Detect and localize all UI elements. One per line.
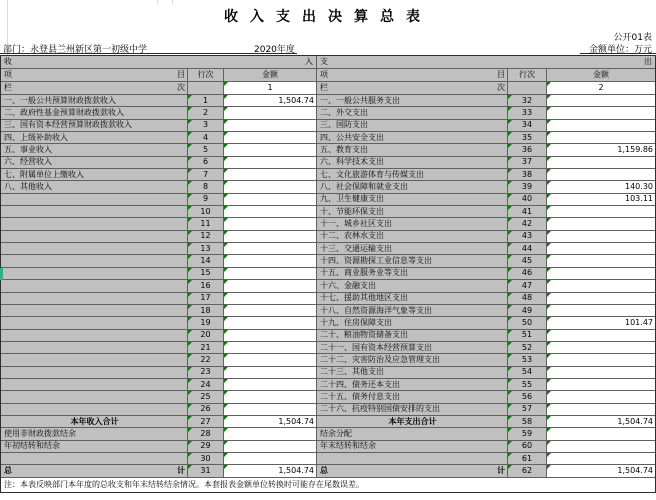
decision-summary-table xyxy=(0,55,656,493)
line-number-cell[interactable]: 25 xyxy=(188,391,224,402)
line-number-cell[interactable]: 55 xyxy=(508,379,547,390)
table-row xyxy=(317,441,655,453)
item-cell[interactable]: 二十一、国有资本经营预算支出 xyxy=(317,342,508,353)
column-header-row xyxy=(1,69,316,82)
line-number-cell[interactable]: 59 xyxy=(508,428,547,439)
table-row xyxy=(317,218,655,230)
amount-cell[interactable] xyxy=(547,441,655,452)
line-no-header-cell[interactable]: 行次 xyxy=(188,69,224,81)
item-cell[interactable]: 六、科学技术支出 xyxy=(317,157,508,168)
table-row xyxy=(317,231,655,243)
line-number-cell[interactable]: 17 xyxy=(188,293,224,304)
amount-cell[interactable] xyxy=(547,330,655,341)
table-row xyxy=(1,428,316,440)
item-cell[interactable] xyxy=(1,342,188,353)
table-row xyxy=(317,107,655,119)
column-index-cell[interactable]: 2 xyxy=(547,82,655,94)
line-number-cell[interactable]: 54 xyxy=(508,367,547,378)
line-number-cell[interactable]: 43 xyxy=(508,231,547,242)
line-number-cell[interactable]: 51 xyxy=(508,330,547,341)
item-cell[interactable]: 六、经营收入 xyxy=(1,157,188,168)
amount-cell[interactable] xyxy=(547,120,655,131)
line-number-cell[interactable]: 28 xyxy=(188,428,224,439)
table-row xyxy=(317,194,655,206)
line-number-cell[interactable]: 6 xyxy=(188,157,224,168)
item-cell[interactable] xyxy=(1,391,188,402)
amount-cell[interactable] xyxy=(224,181,316,192)
column-index-row xyxy=(317,82,655,95)
department-label: 部门：永登县兰州新区第一初级中学 xyxy=(3,45,148,55)
table-row xyxy=(317,206,655,218)
amount-cell[interactable] xyxy=(224,206,316,217)
table-row xyxy=(317,305,655,317)
line-number-cell[interactable]: 56 xyxy=(508,391,547,402)
item-cell[interactable] xyxy=(1,293,188,304)
item-cell[interactable]: 十四、资源勘探工业信息等支出 xyxy=(317,255,508,266)
table-row xyxy=(1,330,316,342)
table-row xyxy=(1,342,316,354)
item-cell[interactable]: 二十五、债务付息支出 xyxy=(317,391,508,402)
amount-cell[interactable] xyxy=(224,144,316,155)
line-number-cell[interactable]: 52 xyxy=(508,342,547,353)
item-cell[interactable]: 总 计 xyxy=(317,465,508,476)
line-number-cell[interactable]: 46 xyxy=(508,268,547,279)
amount-cell[interactable] xyxy=(547,206,655,217)
group-header-row xyxy=(317,56,655,69)
item-cell[interactable]: 五、教育支出 xyxy=(317,144,508,155)
line-number-cell[interactable]: 4 xyxy=(188,132,224,143)
line-no-header-cell[interactable]: 行次 xyxy=(508,69,547,81)
item-cell[interactable]: 十八、自然资源海洋气象等支出 xyxy=(317,305,508,316)
line-number-cell[interactable]: 13 xyxy=(188,243,224,254)
line-number-cell[interactable]: 29 xyxy=(188,441,224,452)
line-number-cell[interactable]: 48 xyxy=(508,293,547,304)
amount-cell[interactable] xyxy=(547,367,655,378)
amount-cell[interactable] xyxy=(224,107,316,118)
item-cell[interactable] xyxy=(1,268,188,279)
item-header-cell[interactable]: 项 目 xyxy=(1,69,188,81)
line-number-cell[interactable]: 5 xyxy=(188,144,224,155)
table-row xyxy=(1,107,316,119)
item-cell[interactable]: 七、文化旅游体育与传媒支出 xyxy=(317,169,508,180)
line-number-cell[interactable]: 35 xyxy=(508,132,547,143)
line-number-cell[interactable]: 42 xyxy=(508,218,547,229)
amount-cell[interactable] xyxy=(224,132,316,143)
table-row xyxy=(317,367,655,379)
amount-cell[interactable]: 101.47 xyxy=(547,317,655,328)
item-header-cell[interactable]: 项 目 xyxy=(317,69,508,81)
line-number-cell[interactable]: 30 xyxy=(188,453,224,464)
table-row xyxy=(1,391,316,403)
item-cell[interactable] xyxy=(1,280,188,291)
table-row xyxy=(317,465,655,477)
table-row xyxy=(317,404,655,416)
line-number-cell[interactable]: 27 xyxy=(188,416,224,427)
item-cell[interactable] xyxy=(1,367,188,378)
item-cell[interactable]: 十六、金融支出 xyxy=(317,280,508,291)
item-cell[interactable]: 年末结转和结余 xyxy=(317,441,508,452)
table-row xyxy=(1,441,316,453)
table-row xyxy=(317,354,655,366)
amount-cell[interactable] xyxy=(224,120,316,131)
table-row xyxy=(317,268,655,280)
table-row xyxy=(1,231,316,243)
line-number-cell[interactable]: 58 xyxy=(508,416,547,427)
table-row xyxy=(317,169,655,181)
line-number-cell[interactable]: 40 xyxy=(508,194,547,205)
amount-cell[interactable] xyxy=(224,268,316,279)
table-row xyxy=(1,453,316,465)
line-number-cell[interactable]: 2 xyxy=(188,107,224,118)
year-label: 2020年度 xyxy=(254,45,295,55)
amount-cell[interactable] xyxy=(547,404,655,415)
amount-cell[interactable] xyxy=(224,391,316,402)
lan-ci-cell[interactable]: 栏 次 xyxy=(317,82,508,94)
line-number-cell[interactable]: 57 xyxy=(508,404,547,415)
line-number-cell[interactable]: 14 xyxy=(188,255,224,266)
footnote: 注：本表反映部门本年度的总收支和年末结转结余情况。本套报表金额单位转换时可能存在尾数误差。 xyxy=(1,478,655,492)
amount-cell[interactable] xyxy=(224,231,316,242)
table-row xyxy=(1,169,316,181)
line-number-cell[interactable]: 1 xyxy=(188,95,224,106)
line-number-cell[interactable]: 26 xyxy=(188,404,224,415)
item-cell[interactable]: 十七、援助其他地区支出 xyxy=(317,293,508,304)
line-number-cell[interactable]: 39 xyxy=(508,181,547,192)
amount-cell[interactable]: 1,504.74 xyxy=(547,465,655,476)
line-number-cell[interactable]: 18 xyxy=(188,305,224,316)
table-row xyxy=(317,144,655,156)
line-number-cell[interactable]: 7 xyxy=(188,169,224,180)
table-row xyxy=(317,317,655,329)
amount-cell[interactable] xyxy=(547,293,655,304)
table-row xyxy=(1,120,316,132)
amount-cell[interactable] xyxy=(224,218,316,229)
table-row xyxy=(317,391,655,403)
amount-cell[interactable] xyxy=(224,243,316,254)
item-cell[interactable]: 一、一般公共服务支出 xyxy=(317,95,508,106)
amount-cell[interactable] xyxy=(224,428,316,439)
amount-cell[interactable] xyxy=(547,379,655,390)
table-row xyxy=(1,255,316,267)
amount-cell[interactable]: 103.11 xyxy=(547,194,655,205)
table-row xyxy=(317,157,655,169)
amount-cell[interactable] xyxy=(547,218,655,229)
table-row xyxy=(1,268,316,280)
item-cell[interactable]: 本年收入合计 xyxy=(1,416,188,427)
amount-cell[interactable] xyxy=(547,342,655,353)
amount-cell[interactable] xyxy=(224,379,316,390)
page-title: 收入支出决算总表 xyxy=(224,9,432,25)
line-number-cell[interactable]: 16 xyxy=(188,280,224,291)
line-number-cell[interactable]: 20 xyxy=(188,330,224,341)
item-cell[interactable] xyxy=(1,194,188,205)
item-cell[interactable]: 二十四、债务还本支出 xyxy=(317,379,508,390)
table-row xyxy=(1,317,316,329)
amount-cell[interactable] xyxy=(547,169,655,180)
line-number-cell[interactable]: 37 xyxy=(508,157,547,168)
table-row xyxy=(317,379,655,391)
amount-cell[interactable] xyxy=(547,243,655,254)
item-cell[interactable] xyxy=(1,231,188,242)
amount-cell[interactable] xyxy=(224,305,316,316)
item-cell[interactable]: 二十二、灾害防治及应急管理支出 xyxy=(317,354,508,365)
item-cell[interactable]: 十、节能环保支出 xyxy=(317,206,508,217)
column-header-row xyxy=(317,69,655,82)
line-number-cell[interactable]: 33 xyxy=(508,107,547,118)
table-row xyxy=(317,293,655,305)
item-cell[interactable] xyxy=(1,218,188,229)
item-cell[interactable] xyxy=(1,379,188,390)
amount-cell[interactable] xyxy=(224,317,316,328)
amount-cell[interactable] xyxy=(547,391,655,402)
item-cell[interactable] xyxy=(1,317,188,328)
amount-cell[interactable] xyxy=(224,293,316,304)
line-no-blank-cell[interactable] xyxy=(508,82,547,94)
item-cell[interactable] xyxy=(1,354,188,365)
table-row xyxy=(317,330,655,342)
amount-cell[interactable] xyxy=(224,255,316,266)
expense-half xyxy=(317,56,655,478)
item-cell[interactable] xyxy=(317,453,508,464)
item-cell[interactable]: 二十三、其他支出 xyxy=(317,367,508,378)
table-row xyxy=(317,132,655,144)
item-cell[interactable]: 一、一般公共预算财政拨款收入 xyxy=(1,95,188,106)
amount-cell[interactable] xyxy=(547,280,655,291)
line-number-cell[interactable]: 8 xyxy=(188,181,224,192)
item-cell[interactable]: 八、其他收入 xyxy=(1,181,188,192)
table-row xyxy=(317,453,655,465)
column-index-cell[interactable]: 1 xyxy=(224,82,316,94)
amount-cell[interactable] xyxy=(224,367,316,378)
line-number-cell[interactable]: 19 xyxy=(188,317,224,328)
line-number-cell[interactable]: 50 xyxy=(508,317,547,328)
item-cell[interactable] xyxy=(1,255,188,266)
table-row xyxy=(1,181,316,193)
line-number-cell[interactable]: 23 xyxy=(188,367,224,378)
item-cell[interactable]: 结余分配 xyxy=(317,428,508,439)
unit-label: 金额单位：万元 xyxy=(588,45,652,55)
line-number-cell[interactable]: 45 xyxy=(508,255,547,266)
line-number-cell[interactable]: 11 xyxy=(188,218,224,229)
line-number-cell[interactable]: 47 xyxy=(508,280,547,291)
table-row xyxy=(317,280,655,292)
table-row xyxy=(1,367,316,379)
line-number-cell[interactable]: 41 xyxy=(508,206,547,217)
item-cell[interactable]: 十二、农林水支出 xyxy=(317,231,508,242)
amount-cell[interactable] xyxy=(547,255,655,266)
item-cell[interactable]: 十三、交通运输支出 xyxy=(317,243,508,254)
item-cell[interactable] xyxy=(1,206,188,217)
amount-header-cell[interactable]: 金额 xyxy=(224,69,316,81)
doc-code-label: 公开01表 xyxy=(613,33,652,43)
item-cell[interactable] xyxy=(1,404,188,415)
item-cell[interactable] xyxy=(1,330,188,341)
amount-cell[interactable] xyxy=(547,157,655,168)
item-cell[interactable]: 总 计 xyxy=(1,465,188,476)
item-cell[interactable]: 二十六、抗疫特别国债安排的支出 xyxy=(317,404,508,415)
item-cell[interactable] xyxy=(1,305,188,316)
line-number-cell[interactable]: 3 xyxy=(188,120,224,131)
amount-cell[interactable] xyxy=(547,354,655,365)
lan-ci-cell[interactable]: 栏 次 xyxy=(1,82,188,94)
table-row xyxy=(317,95,655,107)
line-number-cell[interactable]: 12 xyxy=(188,231,224,242)
item-cell[interactable]: 二、外交支出 xyxy=(317,107,508,118)
group-header-row xyxy=(1,56,316,69)
amount-cell[interactable] xyxy=(224,342,316,353)
expense-group-cell[interactable]: 支 出 xyxy=(317,56,655,68)
item-cell[interactable]: 年初结转和结余 xyxy=(1,441,188,452)
item-cell[interactable]: 二、政府性基金预算财政拨款收入 xyxy=(1,107,188,118)
item-cell[interactable]: 四、上级补助收入 xyxy=(1,132,188,143)
underline xyxy=(580,53,656,54)
amount-cell[interactable] xyxy=(547,268,655,279)
amount-cell[interactable] xyxy=(224,354,316,365)
table-row xyxy=(1,132,316,144)
table-row xyxy=(1,280,316,292)
amount-cell[interactable]: 140.30 xyxy=(547,181,655,192)
table-row xyxy=(1,379,316,391)
amount-cell[interactable] xyxy=(547,95,655,106)
table-row xyxy=(317,255,655,267)
table-row xyxy=(1,206,316,218)
amount-cell[interactable] xyxy=(547,305,655,316)
faint-gridline xyxy=(157,0,158,4)
amount-cell[interactable]: 1,504.74 xyxy=(224,416,316,427)
amount-cell[interactable] xyxy=(224,404,316,415)
amount-cell[interactable] xyxy=(224,157,316,168)
table-row xyxy=(1,354,316,366)
item-cell[interactable]: 九、卫生健康支出 xyxy=(317,194,508,205)
amount-cell[interactable] xyxy=(224,330,316,341)
item-cell[interactable]: 五、事业收入 xyxy=(1,144,188,155)
table-row xyxy=(1,157,316,169)
amount-cell[interactable] xyxy=(547,107,655,118)
amount-cell[interactable] xyxy=(547,231,655,242)
amount-header-cell[interactable]: 金额 xyxy=(547,69,655,81)
table-row xyxy=(1,404,316,416)
line-number-cell[interactable]: 32 xyxy=(508,95,547,106)
line-number-cell[interactable]: 15 xyxy=(188,268,224,279)
line-number-cell[interactable]: 49 xyxy=(508,305,547,316)
amount-cell[interactable] xyxy=(224,453,316,464)
amount-cell[interactable] xyxy=(224,280,316,291)
line-number-cell[interactable]: 24 xyxy=(188,379,224,390)
item-cell[interactable]: 二十、粮油物资储备支出 xyxy=(317,330,508,341)
amount-cell[interactable]: 1,504.74 xyxy=(547,416,655,427)
line-number-cell[interactable]: 22 xyxy=(188,354,224,365)
table-row xyxy=(317,416,655,428)
line-number-cell[interactable]: 34 xyxy=(508,120,547,131)
table-row xyxy=(1,243,316,255)
item-cell[interactable]: 十五、商业服务业等支出 xyxy=(317,268,508,279)
line-number-cell[interactable]: 60 xyxy=(508,441,547,452)
item-cell[interactable] xyxy=(1,243,188,254)
item-cell[interactable]: 使用非财政拨款结余 xyxy=(1,428,188,439)
line-number-cell[interactable]: 38 xyxy=(508,169,547,180)
item-cell[interactable] xyxy=(1,453,188,464)
item-cell[interactable]: 四、公共安全支出 xyxy=(317,132,508,143)
table-row xyxy=(1,95,316,107)
income-group-cell[interactable]: 收 入 xyxy=(1,56,316,68)
amount-cell[interactable] xyxy=(547,428,655,439)
item-cell[interactable]: 十一、城乡社区支出 xyxy=(317,218,508,229)
line-number-cell[interactable]: 9 xyxy=(188,194,224,205)
item-cell[interactable]: 三、国有资本经营预算财政拨款收入 xyxy=(1,120,188,131)
line-number-cell[interactable]: 10 xyxy=(188,206,224,217)
faint-gridline xyxy=(172,0,173,4)
table-row xyxy=(1,416,316,428)
amount-cell[interactable] xyxy=(224,441,316,452)
amount-cell[interactable]: 1,159.86 xyxy=(547,144,655,155)
amount-cell[interactable]: 1,504.74 xyxy=(224,465,316,476)
item-cell[interactable]: 十九、住房保障支出 xyxy=(317,317,508,328)
column-index-row xyxy=(1,82,316,95)
amount-cell[interactable] xyxy=(547,453,655,464)
table-row xyxy=(317,342,655,354)
table-row xyxy=(317,120,655,132)
table-row xyxy=(317,428,655,440)
table-row xyxy=(317,181,655,193)
income-half xyxy=(1,56,317,478)
line-number-cell[interactable]: 53 xyxy=(508,354,547,365)
table-row xyxy=(1,305,316,317)
line-number-cell[interactable]: 44 xyxy=(508,243,547,254)
table-row xyxy=(1,194,316,206)
amount-cell[interactable] xyxy=(547,132,655,143)
line-number-cell[interactable]: 61 xyxy=(508,453,547,464)
amount-cell[interactable]: 1,504.74 xyxy=(224,95,316,106)
line-number-cell[interactable]: 62 xyxy=(508,465,547,476)
table-row xyxy=(317,243,655,255)
item-cell[interactable]: 本年支出合计 xyxy=(317,416,508,427)
item-cell[interactable]: 八、社会保障和就业支出 xyxy=(317,181,508,192)
amount-cell[interactable] xyxy=(224,194,316,205)
table-row xyxy=(1,465,316,477)
line-number-cell[interactable]: 31 xyxy=(188,465,224,476)
item-cell[interactable]: 七、附属单位上缴收入 xyxy=(1,169,188,180)
amount-cell[interactable] xyxy=(224,169,316,180)
table-row xyxy=(1,218,316,230)
table-row xyxy=(1,293,316,305)
selection-marker xyxy=(0,268,3,280)
line-no-blank-cell[interactable] xyxy=(188,82,224,94)
line-number-cell[interactable]: 21 xyxy=(188,342,224,353)
line-number-cell[interactable]: 36 xyxy=(508,144,547,155)
underline xyxy=(0,53,297,54)
table-row xyxy=(1,144,316,156)
item-cell[interactable]: 三、国防支出 xyxy=(317,120,508,131)
